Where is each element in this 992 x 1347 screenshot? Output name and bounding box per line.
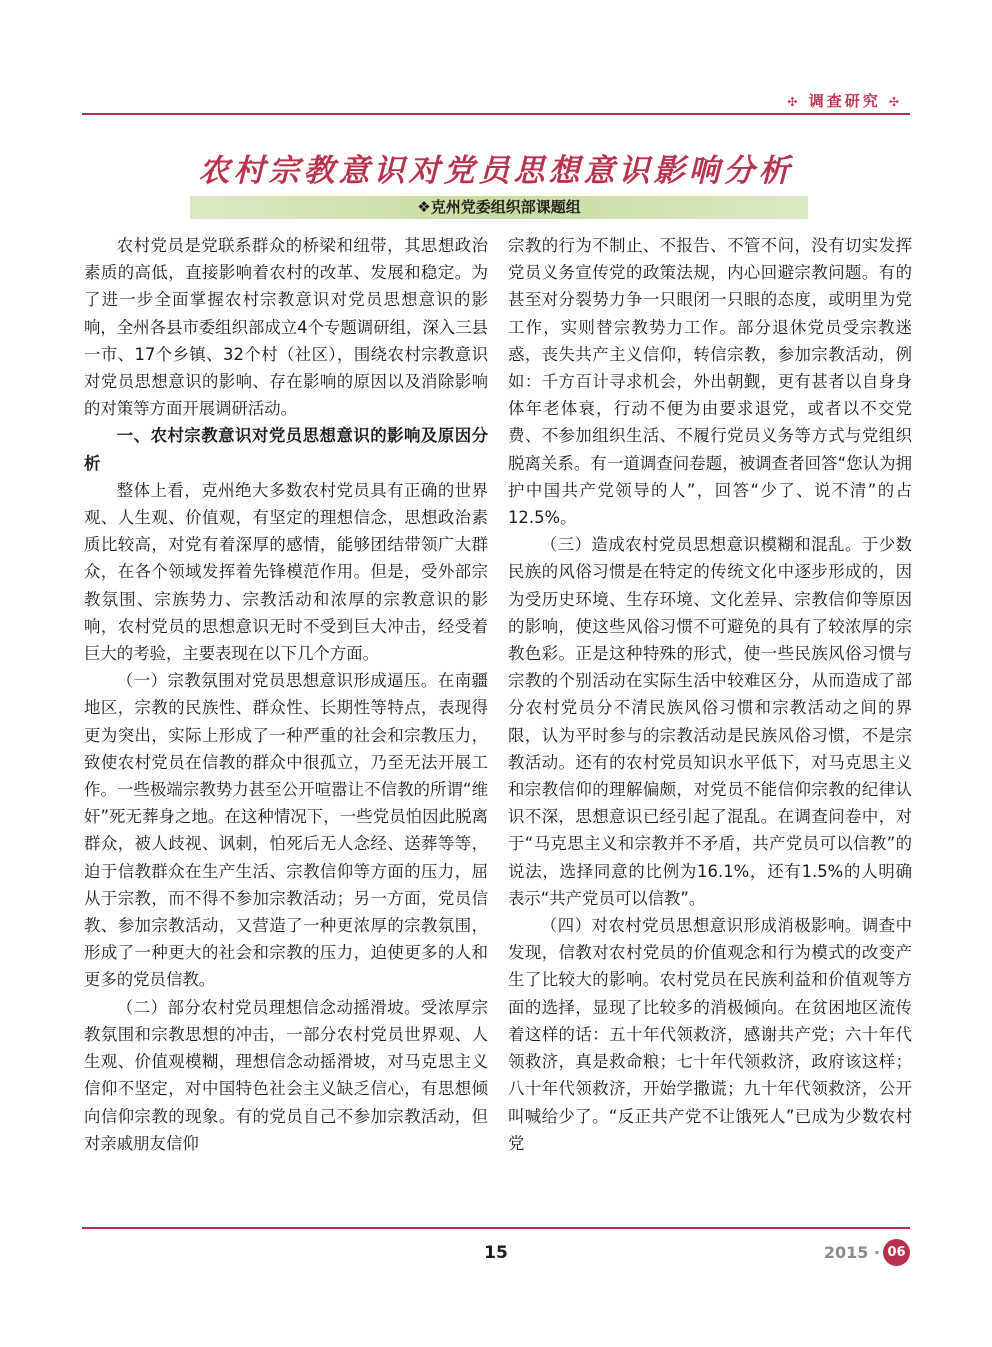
header-rule: [82, 113, 910, 115]
intro-paragraph: 农村党员是党联系群众的桥梁和纽带，其思想政治素质的高低，直接影响着农村的改革、发展和稳定。为了进一步全面掌握农村宗教意识对党员思想意识的影响，全州各县市委组织部成立4个专题调研组，深入三县一市、17个乡镇、32个村（社区），围绕农村宗教意识对党员思想意识的影响、存在影响的原因以及消除影响的对策等方面开展调研活动。: [84, 236, 488, 419]
right-column: [508, 232, 912, 1157]
subsection-2-heading: （二）部分农村党员理想信念动摇滑坡。: [116, 997, 421, 1017]
article-byline: ❖克州党委组织部课题组: [190, 196, 808, 219]
overview-paragraph: 整体上看，克州绝大多数农村党员具有正确的世界观、人生观、价值观，有坚定的理想信念，思想政治素质比较高，对党有着深厚的感情，能够团结带领广大群众，在各个领域发挥着先锋模范作用。但是，受外部宗教氛围、宗族势力、宗教活动和浓厚的宗教意识的影响，农村党员的思想意识无时不受到巨大冲击，经受着巨大的考验，主要表现在以下几个方面。: [84, 480, 488, 664]
issue-year: 2015 ·: [823, 1243, 880, 1262]
footer-rule: [82, 1227, 910, 1229]
ornament-left-icon: ✣: [787, 95, 801, 109]
subsection-1-body: 在南疆地区，宗教的民族性、群众性、长期性等特点，表现得更为突出，实际上形成了一种严重的社会和宗教压力，致使农村党员在信教的群众中很孤立，乃至无法开展工作。一些极端宗教势力甚至公开喧嚣让不信教的所谓“维奸”死无葬身之地。在这种情况下，一些党员怕因此脱离群众，被人歧视、讽刺，怕死后无人念经、送葬等等，迫于信教群众在生产生活、宗教信仰等方面的压力，屈从于宗教，而不得不参加宗教活动；另一方面，党员信教、参加宗教活动，又营造了一种更浓厚的宗教氛围，形成了一种更大的社会和宗教的压力，迫使更多的人和更多的党员信教。: [84, 671, 489, 990]
subsection-2: [84, 994, 488, 1157]
issue-badge: 06: [883, 1239, 910, 1266]
subsection-1: [84, 667, 488, 993]
subsection-4-body: 调查中发现，信教对农村党员的价值观念和行为模式的改变产生了比较大的影响。农村党员在民族利益和价值观等方面的选择，显现了比较多的消极倾向。在贫困地区流传着这样的话：五十年代领救济，感谢共产党；六十年代领救济，真是救命粮；七十年代领救济，政府该这样；八十年代领救济，开始学撒谎；九十年代领救济，公开叫喊给少了。“反正共产党不让饿死人”已成为少数农村党: [508, 916, 913, 1153]
section-heading: 一、农村宗教意识对党员思想意识的影响及原因分析: [84, 426, 488, 473]
continued-paragraph: 宗教的行为不制止、不报告、不管不问，没有切实发挥党员义务宣传党的政策法规，内心回避宗教问题。有的甚至对分裂势力争一只眼闭一只眼的态度，或明里为党工作，实则替宗教势力工作。部分退休党员受宗教迷惑，丧失共产主义信仰，转信宗教，参加宗教活动，例如：千方百计寻求机会，外出朝觐，更有甚者以自身身体年老体衰，行动不便为由要求退党，或者以不交党费、不参加组织生活、不履行党员义务等方式与党组织脱离关系。有一道调查问卷题，被调查者回答“您认为拥护中国共产党领导的人”，回答“少了、说不清”的占12.5%。: [508, 236, 912, 528]
subsection-3-heading: （三）造成农村党员思想意识模糊和混乱。: [540, 535, 862, 555]
section-label: 调查研究: [808, 92, 881, 110]
subsection-4: [508, 912, 912, 1157]
subsection-2-body: 受浓厚宗教氛围和宗教思想的冲击，一部分农村党员世界观、人生观、价值观模糊，理想信念动摇滑坡，对马克思主义信仰不坚定，对中国特色社会主义缺乏信心，有思想倾向信仰宗教的现象。有的党员自己不参加宗教活动，但对亲戚朋友信仰: [84, 997, 488, 1153]
section-tag: [787, 90, 902, 111]
page-number: 15: [484, 1243, 508, 1263]
subsection-1-heading: （一）宗教氛围对党员思想意识形成逼压。: [116, 671, 438, 691]
ornament-right-icon: ✣: [888, 95, 902, 109]
subsection-4-heading: （四）对农村党员思想意识形成消极影响。: [540, 916, 862, 936]
article-title: 农村宗教意识对党员思想意识影响分析: [198, 153, 794, 189]
subsection-3-body: 于少数民族的风俗习惯是在特定的传统文化中逐步形成的，因为受历史环境、生存环境、文化差异、宗教信仰等原因的影响，使这些风俗习惯不可避免的具有了较浓厚的宗教色彩。正是这种特殊的形式，使一些民族风俗习惯与宗教的个别活动在实际生活中较难区分，从而造成了部分农村党员分不清民族风俗习惯和宗教活动之间的界限，认为平时参与的宗教活动是民族风俗习惯，不是宗教活动。还有的农村党员知识水平低下，对马克思主义和宗教信仰的理解偏颇，对党员不能信仰宗教的纪律认识不深，思想意识已经引起了混乱。在调查问卷中，对于“马克思主义和宗教并不矛盾，共产党员可以信教”的说法，选择同意的比例为16.1%，还有1.5%的人明确表示“共产党员可以信教”。: [508, 535, 913, 908]
subsection-3: [508, 531, 912, 912]
left-column: [84, 232, 488, 1157]
